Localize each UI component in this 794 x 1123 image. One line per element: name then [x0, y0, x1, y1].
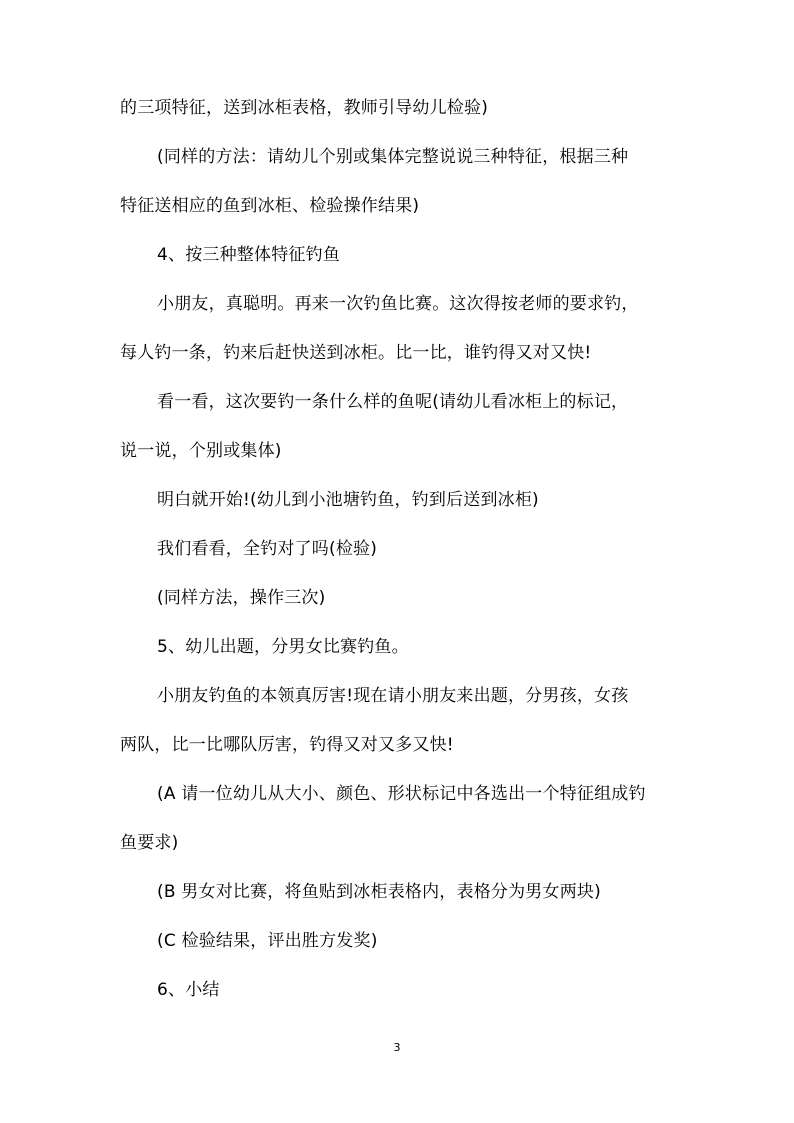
text-line: (A 请一位幼儿从大小、颜色、形状标记中各选出一个特征组成钓: [157, 784, 646, 804]
text-line: 特征送相应的鱼到冰柜、检验操作结果): [120, 196, 420, 216]
text-line: 我们看看，全钓对了吗(检验): [157, 539, 378, 559]
text-line: 说一说，个别或集体): [120, 441, 282, 461]
text-line: 的三项特征，送到冰柜表格，教师引导幼儿检验): [120, 98, 489, 118]
page-number: 3: [393, 1041, 401, 1054]
text-line: 明白就开始!(幼儿到小池塘钓鱼，钓到后送到冰柜): [157, 490, 539, 510]
section-heading: 6、小结: [157, 980, 220, 1000]
text-line: (B 男女对比赛，将鱼贴到冰柜表格内，表格分为男女两块): [157, 882, 601, 902]
text-line: 鱼要求): [120, 833, 179, 853]
text-line: 小朋友钓鱼的本领真厉害!现在请小朋友来出题，分男孩，女孩: [157, 686, 629, 706]
section-heading: 4、按三种整体特征钓鱼: [157, 245, 341, 265]
text-line: 看一看，这次要钓一条什么样的鱼呢(请幼儿看冰柜上的标记，: [157, 392, 629, 412]
text-line: 小朋友，真聪明。再来一次钓鱼比赛。这次得按老师的要求钓，: [157, 294, 639, 314]
text-line: 每人钓一条，钓来后赶快送到冰柜。比一比，谁钓得又对又快!: [120, 343, 592, 363]
text-line: (C 检验结果，评出胜方发奖): [157, 931, 378, 951]
section-heading: 5、幼儿出题，分男女比赛钓鱼。: [157, 637, 409, 657]
text-line: (同样的方法：请幼儿个别或集体完整说说三种特征，根据三种: [157, 147, 629, 167]
text-line: (同样方法，操作三次): [157, 588, 326, 608]
text-line: 两队，比一比哪队厉害，钓得又对又多又快!: [120, 735, 454, 755]
